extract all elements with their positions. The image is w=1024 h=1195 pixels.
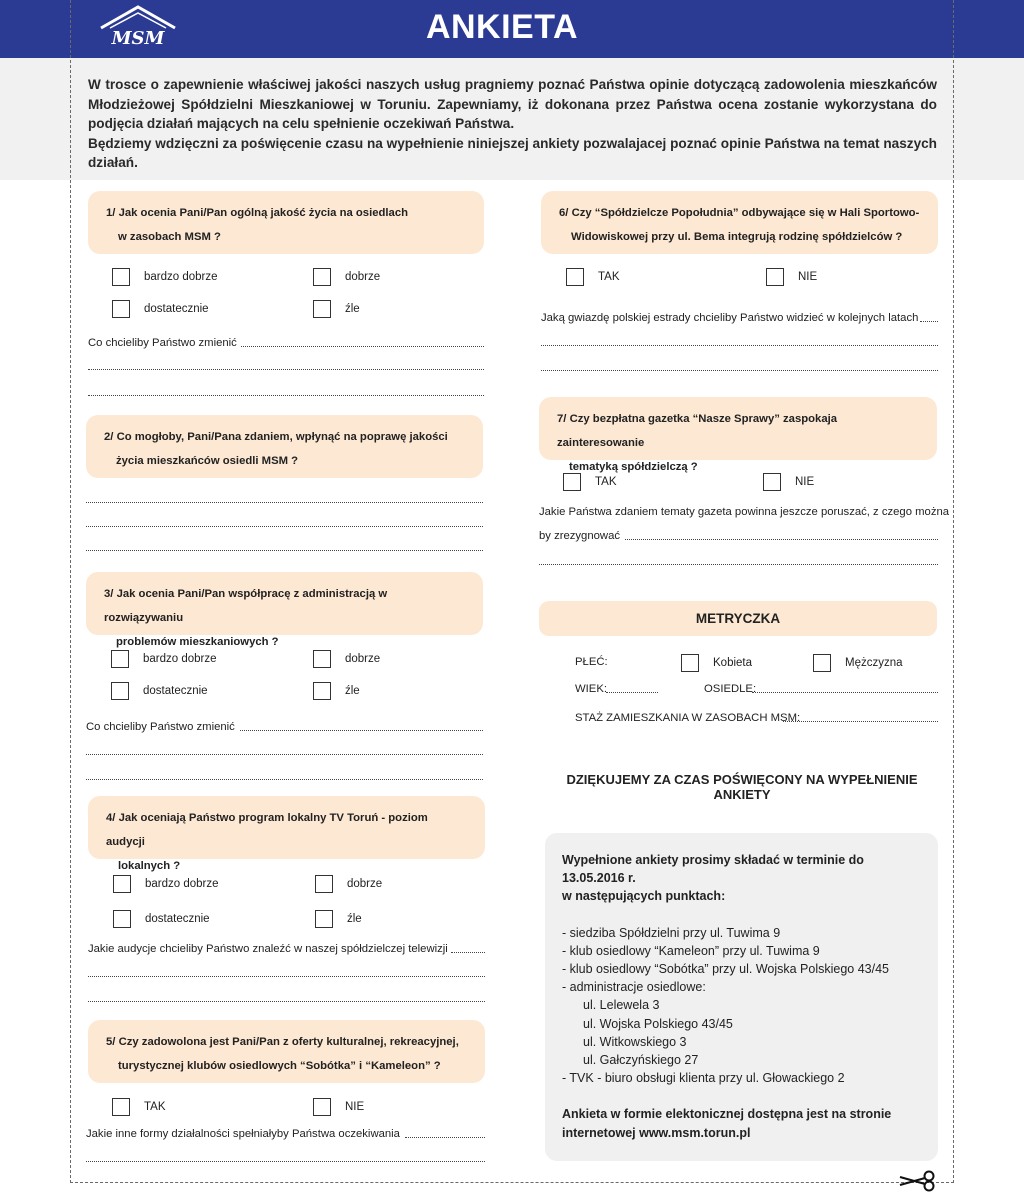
q4-option-bardzo-dobrze[interactable]	[113, 874, 219, 894]
question-4-box	[88, 796, 485, 872]
option-label: dostatecznie	[145, 913, 210, 925]
question-2-number: 2/	[104, 431, 114, 443]
q3-answer-line-3[interactable]	[86, 779, 483, 780]
q3-option-dobrze[interactable]	[313, 649, 380, 669]
checkbox[interactable]	[112, 1098, 130, 1116]
info-point: - siedziba Spółdzielni przy ul. Tuwima 9	[562, 925, 781, 940]
intro-text	[88, 75, 937, 173]
checkbox[interactable]	[813, 654, 831, 672]
q6-option-nie[interactable]	[766, 267, 817, 287]
q7-option-tak[interactable]	[563, 472, 617, 492]
checkbox[interactable]	[113, 875, 131, 893]
metryczka-wiek-line[interactable]	[606, 692, 658, 693]
metryczka-header: METRYCZKA	[539, 601, 937, 636]
q3-answer-line-2[interactable]	[86, 754, 483, 755]
option-label: TAK	[595, 476, 617, 488]
checkbox[interactable]	[313, 268, 331, 286]
q1-option-bardzo-dobrze[interactable]	[112, 267, 218, 287]
question-1-box	[88, 191, 484, 254]
option-label: dostatecznie	[143, 685, 208, 697]
info-point: - klub osiedlowy “Sobótka” przy ul. Wojska Polskiego 43/45	[562, 962, 890, 977]
option-label: Kobieta	[713, 657, 753, 669]
q6-answer-line-1[interactable]	[920, 321, 938, 322]
q4-answer-line-2[interactable]	[88, 976, 485, 977]
q5-followup-label: Jakie inne formy działalności spełniałyby Państwa oczekiwania	[86, 1128, 400, 1140]
option-label: bardzo dobrze	[143, 653, 217, 665]
question-3-text-line1: Jak ocenia Pani/Pan współpracę z administracją w rozwiązywaniu	[104, 588, 388, 624]
question-4-number: 4/	[106, 812, 116, 824]
checkbox[interactable]	[111, 650, 129, 668]
q5-answer-line-1[interactable]	[405, 1137, 485, 1138]
question-6-text-line2: Widowiskowej przy ul. Bema integrują rodzinę spółdzielców ?	[571, 231, 903, 243]
q2-answer-line-3[interactable]	[86, 550, 483, 551]
info-admin-address: ul. Gałczyńskiego 27	[583, 1053, 699, 1068]
q6-followup-label: Jaką gwiazdę polskiej estrady chcieliby Państwo widzieć w kolejnych latach	[541, 312, 919, 324]
q4-option-zle[interactable]	[315, 909, 362, 929]
question-7-text-line2: tematyką spółdzielczą ?	[569, 461, 698, 473]
question-1-text-line2: w zasobach MSM ?	[118, 231, 221, 243]
info-admin-address: ul. Wojska Polskiego 43/45	[583, 1016, 733, 1031]
q1-answer-line-1[interactable]	[241, 346, 484, 347]
info-point-tvk: - TVK - biuro obsługi klienta przy ul. Głowackiego 2	[562, 1071, 845, 1086]
option-label: dobrze	[345, 271, 381, 283]
question-2-box	[86, 415, 483, 478]
metryczka-staz-line[interactable]	[783, 721, 938, 722]
question-4-text-line2: lokalnych ?	[118, 860, 181, 872]
question-4-text-line1: Jak oceniają Państwo program lokalny TV Toruń - poziom audycji	[106, 812, 428, 848]
question-5-number: 5/	[106, 1036, 116, 1048]
q5-option-tak[interactable]	[112, 1097, 166, 1117]
option-label: źle	[345, 685, 360, 697]
q3-option-zle[interactable]	[313, 681, 360, 701]
checkbox[interactable]	[315, 875, 333, 893]
checkbox[interactable]	[111, 682, 129, 700]
q7-followup-label-line1: Jakie Państwa zdaniem tematy gazeta powinna jeszcze poruszać, z czego można	[539, 506, 950, 518]
option-label: TAK	[598, 271, 620, 283]
question-2-text-line2: życia mieszkańców osiedli MSM ?	[116, 455, 299, 467]
question-1-text-line1: Jak ocenia Pani/Pan ogólną jakość życia na osiedlach	[118, 207, 409, 219]
q4-followup-label: Jakie audycje chcieliby Państwo znaleźć w naszej spółdzielczej telewizji	[88, 943, 448, 955]
info-online-line2: internetowej www.msm.torun.pl	[562, 1125, 751, 1140]
option-label: bardzo dobrze	[145, 878, 219, 890]
metryczka-staz-label: STAŻ ZAMIESZKANIA W ZASOBACH MSM:	[575, 712, 801, 724]
q1-answer-line-2[interactable]	[88, 369, 484, 370]
thanks-text: DZIĘKUJEMY ZA CZAS POŚWIĘCONY NA WYPEŁNIENIE ANKIETY	[566, 772, 918, 802]
question-6-number: 6/	[559, 207, 569, 219]
q3-option-bardzo-dobrze[interactable]	[111, 649, 217, 669]
checkbox[interactable]	[112, 268, 130, 286]
q4-answer-line-3[interactable]	[88, 1001, 485, 1002]
q7-option-nie[interactable]	[763, 472, 814, 492]
info-online-line1: Ankieta w formie elektonicznej dostępna jest na stronie	[562, 1107, 892, 1122]
q7-answer-line-1[interactable]	[625, 539, 938, 540]
checkbox[interactable]	[313, 650, 331, 668]
option-label: dobrze	[347, 878, 383, 890]
question-2-text-line1: Co mogłoby, Pani/Pana zdaniem, wpłynąć na poprawę jakości	[116, 431, 448, 443]
checkbox[interactable]	[112, 300, 130, 318]
question-3-box	[86, 572, 483, 648]
question-5-box	[88, 1020, 485, 1083]
option-label: źle	[347, 913, 362, 925]
metryczka-osiedle-label: OSIEDLE:	[704, 683, 757, 695]
checkbox[interactable]	[766, 268, 784, 286]
q2-answer-line-2[interactable]	[86, 526, 483, 527]
q5-answer-line-2[interactable]	[86, 1161, 485, 1162]
option-label: bardzo dobrze	[144, 271, 218, 283]
question-7-box	[539, 397, 937, 473]
metryczka-wiek-label: WIEK:	[575, 683, 608, 695]
question-7-number: 7/	[557, 413, 567, 425]
checkbox[interactable]	[681, 654, 699, 672]
q1-option-dobrze[interactable]	[313, 267, 380, 287]
checkbox[interactable]	[313, 300, 331, 318]
checkbox[interactable]	[763, 473, 781, 491]
info-point: - administracje osiedlowe:	[562, 980, 706, 995]
checkbox[interactable]	[566, 268, 584, 286]
metryczka-option-kobieta[interactable]	[681, 653, 752, 673]
question-3-text-line2: problemów mieszkaniowych ?	[116, 636, 279, 648]
q1-followup-label: Co chcieliby Państwo zmienić	[88, 337, 237, 349]
info-admin-address: ul. Witkowskiego 3	[583, 1034, 687, 1049]
option-label: źle	[345, 303, 360, 315]
q6-option-tak[interactable]	[566, 267, 620, 287]
checkbox[interactable]	[313, 1098, 331, 1116]
checkbox[interactable]	[563, 473, 581, 491]
metryczka-option-mezczyzna[interactable]	[813, 653, 903, 673]
option-label: dostatecznie	[144, 303, 209, 315]
info-intro-line2: w następujących punktach:	[562, 889, 726, 904]
q3-answer-line-1[interactable]	[240, 730, 483, 731]
question-3-number: 3/	[104, 588, 114, 600]
question-5-text-line1: Czy zadowolona jest Pani/Pan z oferty kulturalnej, rekreacyjnej,	[118, 1036, 459, 1048]
intro-paragraph-1: W trosce o zapewnienie właściwej jakości naszych usług pragniemy poznać Państwa opinie dotyczącą zadowolenia mieszkańców Młodzieżowej Spółdzielni Mieszkaniowej w Toruniu. Zapewniamy, iż dokonana przez Państwa ocena zostanie wykorzystana do podjęcia działań mających na celu spełnienie oczekiwań Państwa.	[88, 77, 937, 131]
question-5-text-line2: turystycznej klubów osiedlowych “Sobótka” i “Kameleon” ?	[118, 1060, 441, 1072]
q3-followup-label: Co chcieliby Państwo zmienić	[86, 721, 235, 733]
option-label: NIE	[795, 476, 815, 488]
info-point: - klub osiedlowy “Kameleon” przy ul. Tuwima 9	[562, 943, 820, 958]
question-7-text-line1: Czy bezpłatna gazetka “Nasze Sprawy” zaspokaja zainteresowanie	[557, 413, 838, 449]
q3-option-dostatecznie[interactable]	[111, 681, 208, 701]
q1-option-dostatecznie[interactable]	[112, 299, 209, 319]
q4-option-dostatecznie[interactable]	[113, 909, 210, 929]
metryczka-osiedle-line[interactable]	[752, 692, 938, 693]
option-label: Mężczyzna	[845, 657, 903, 669]
option-label: NIE	[798, 271, 818, 283]
q4-answer-line-1[interactable]	[451, 952, 485, 953]
question-6-box	[541, 191, 938, 254]
checkbox[interactable]	[313, 682, 331, 700]
question-6-text-line1: Czy “Spółdzielcze Popołudnia” odbywające się w Hali Sportowo-	[571, 207, 920, 219]
info-box	[545, 833, 938, 1161]
checkbox[interactable]	[315, 910, 333, 928]
intro-paragraph-2: Będziemy wdzięczni za poświęcenie czasu na wypełnienie niniejszej ankiety pozwalajacej poznać opinie Państwa na temat naszych działań.	[88, 135, 937, 170]
q1-answer-line-3[interactable]	[88, 395, 484, 396]
q6-answer-line-3[interactable]	[541, 370, 938, 371]
checkbox[interactable]	[113, 910, 131, 928]
q2-answer-line-1[interactable]	[86, 502, 483, 503]
q7-answer-line-2[interactable]	[539, 564, 938, 565]
option-label: TAK	[144, 1101, 166, 1113]
scissors-icon	[898, 1170, 938, 1192]
q7-followup-label-line2: by zrezygnować	[539, 530, 620, 542]
info-admin-address: ul. Lelewela 3	[583, 998, 660, 1013]
option-label: NIE	[345, 1101, 365, 1113]
page-title: ANKIETA	[425, 8, 579, 46]
question-1-number: 1/	[106, 207, 116, 219]
q4-option-dobrze[interactable]	[315, 874, 382, 894]
logo-text: MSM	[111, 28, 165, 49]
option-label: dobrze	[345, 653, 381, 665]
info-intro-line1: Wypełnione ankiety prosimy składać w terminie do 13.05.2016 r.	[562, 853, 864, 886]
metryczka-plec-label: PŁEĆ:	[575, 656, 608, 668]
q5-option-nie[interactable]	[313, 1097, 364, 1117]
q1-option-zle[interactable]	[313, 299, 360, 319]
q6-answer-line-2[interactable]	[541, 345, 938, 346]
